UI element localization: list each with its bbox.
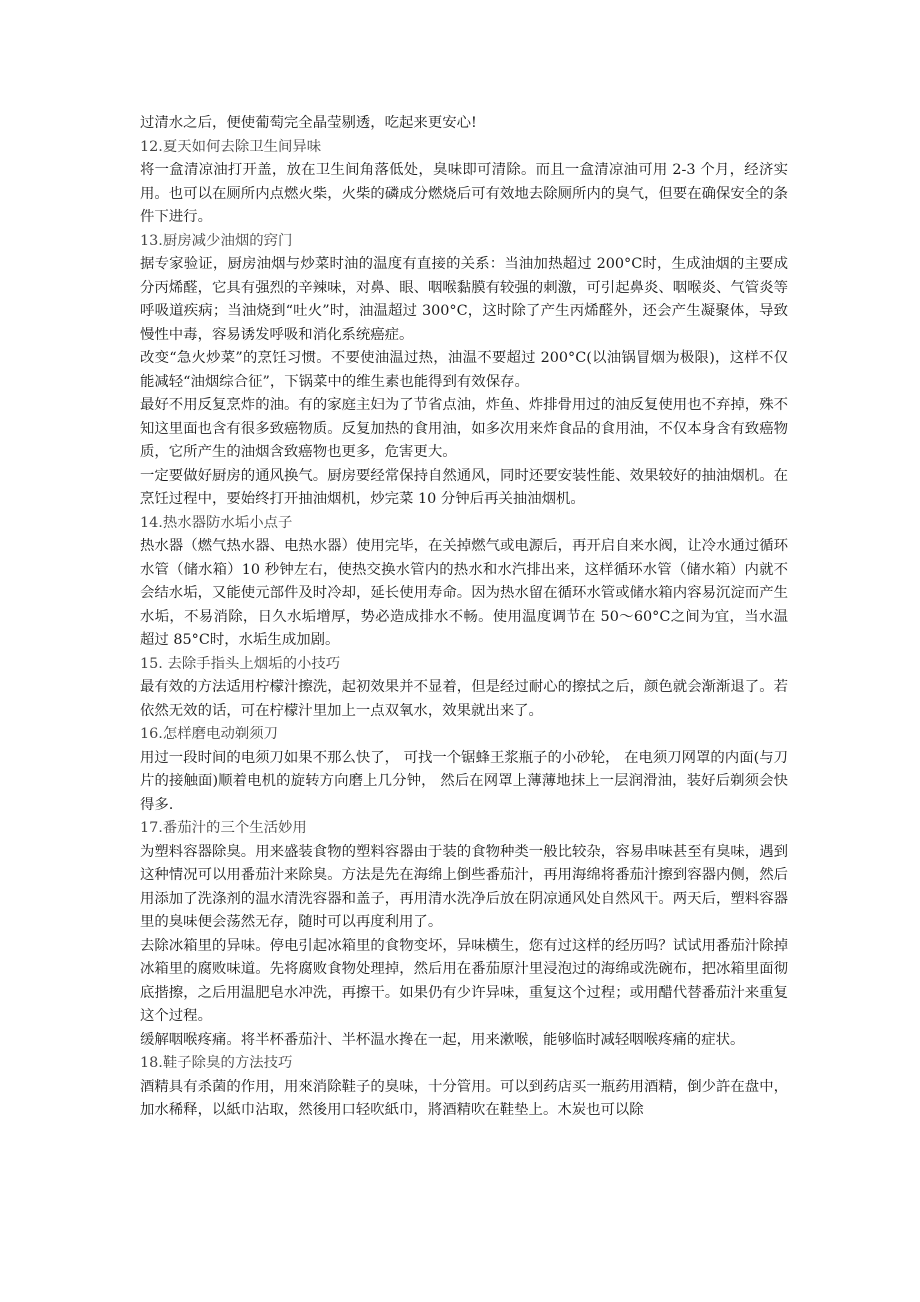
section-heading-15: 15. 去除手指头上烟垢的小技巧 (140, 655, 341, 672)
section-heading-18: 18.鞋子除臭的方法技巧 (140, 1055, 293, 1071)
paragraph: 改变“急火炒菜”的烹饪习惯。不要使油温过热，油温不要超过 200°C(以油锅冒烟为极限)，这样不仅能减轻“油烟综合征”，下锅菜中的维生素也能得到有效保存。 (140, 350, 788, 390)
paragraph: 用过一段时间的电须刀如果不那么快了， 可找一个锯蜂王浆瓶子的小砂轮， 在电须刀网罩的内面(与刀片的接触面)顺着电机的旋转方向磨上几分钟， 然后在网罩上薄薄地抹上一层润滑油，装好后剃须会快得多. (140, 749, 788, 813)
paragraph: 据专家验证，厨房油烟与炒菜时油的温度有直接的关系：当油加热超过 200°C时，生成油烟的主要成分丙烯醛，它具有强烈的辛辣味，对鼻、眼、咽喉黏膜有较强的刺激，可引起鼻炎、咽喉炎、气管炎等呼吸道疾病；当油烧到“吐火”时，油温超过 300°C，这时除了产生丙烯醛外，还会产生凝聚体，导致慢性中毒，容易诱发呼吸和消化系统癌症。 (140, 256, 788, 343)
paragraph: 去除冰箱里的异味。停电引起冰箱里的食物变坏，异味横生，您有过这样的经历吗？试试用番茄汁除掉冰箱里的腐败味道。先将腐败食物处理掉，然后用在番茄原汁里浸泡过的海绵或洗碗布，把冰箱里面彻底揩擦，之后用温肥皂水冲洗，再擦干。如果仍有少许异味，重复这个过程；或用醋代替番茄汁来重复这个过程。 (140, 937, 788, 1024)
section-heading-17: 17.番茄汁的三个生活妙用 (140, 820, 307, 836)
paragraph: 将一盒清凉油打开盖，放在卫生间角落低处，臭味即可清除。而且一盒清凉油可用 2-3 个月，经济实用。也可以在厕所内点燃火柴，火柴的磷成分燃烧后可有效地去除厕所内的臭气，但要在确保安全的条件下进行。 (140, 162, 788, 225)
section-heading-16: 16.怎样磨电动剃须刀 (140, 726, 279, 742)
paragraph: 为塑料容器除臭。用来盛装食物的塑料容器由于装的食物种类一般比较杂，容易串味甚至有臭味，遇到这种情况可以用番茄汁来除臭。方法是先在海绵上倒些番茄汁，再用海绵将番茄汁擦到容器内侧，然后用添加了洗涤剂的温水清洗容器和盖子，再用清水洗净后放在阴凉通风处自然风干。两天后，塑料容器里的臭味便会荡然无存，随时可以再度利用了。 (140, 843, 788, 930)
paragraph: 热水器（燃气热水器、电热水器）使用完毕，在关掉燃气或电源后，再开启自来水阀，让冷水通过循环水管（储水箱）10 秒钟左右，使热交换水管内的热水和水汽排出来，这样循环水管（储水箱）内就不会结水垢，又能使元部件及时冷却，延长使用寿命。因为热水留在循环水管或储水箱内容易沉淀而产生水垢，不易消除，日久水垢增厚，势必造成排水不畅。使用温度调节在 50～60°C之间为宜，当水温超过 85°C时，水垢生成加剧。 (140, 538, 788, 648)
section-heading-13: 13.厨房减少油烟的窍门 (140, 232, 293, 249)
paragraph: 过清水之后，便使葡萄完全晶莹剔透，吃起来更安心! (140, 115, 477, 131)
section-heading-12: 12.夏天如何去除卫生间异味 (140, 138, 322, 155)
document-page (140, 112, 788, 1123)
paragraph: 酒精具有杀菌的作用，用來消除鞋子的臭味，十分管用。可以到药店买一瓶药用酒精，倒少許在盘中，加水稀释，以紙巾沾取，然後用口轻吹紙巾，將酒精吹在鞋垫上。木炭也可以除 (140, 1078, 788, 1118)
section-heading-14: 14.热水器防水垢小点子 (140, 514, 293, 531)
paragraph: 缓解咽喉疼痛。将半杯番茄汁、半杯温水搀在一起，用来漱喉，能够临时减轻咽喉疼痛的症状。 (140, 1031, 745, 1048)
paragraph: 最好不用反复烹炸的油。有的家庭主妇为了节省点油，炸鱼、炸排骨用过的油反复使用也不弃掉，殊不知这里面也含有很多致癌物质。反复加热的食用油，如多次用来炸食品的食用油，不仅本身含有致癌物质，它所产生的油烟含致癌物也更多，危害更大。 (140, 397, 788, 460)
paragraph: 最有效的方法适用柠檬汁擦洗，起初效果并不显着，但是经过耐心的擦拭之后，颜色就会渐渐退了。若依然无效的话，可在柠檬汁里加上一点双氧水，效果就出来了。 (140, 679, 788, 719)
paragraph: 一定要做好厨房的通风换气。厨房要经常保持自然通风，同时还要安装性能、效果较好的抽油烟机。在烹饪过程中，要始终打开抽油烟机，炒完菜 10 分钟后再关抽油烟机。 (140, 467, 788, 507)
